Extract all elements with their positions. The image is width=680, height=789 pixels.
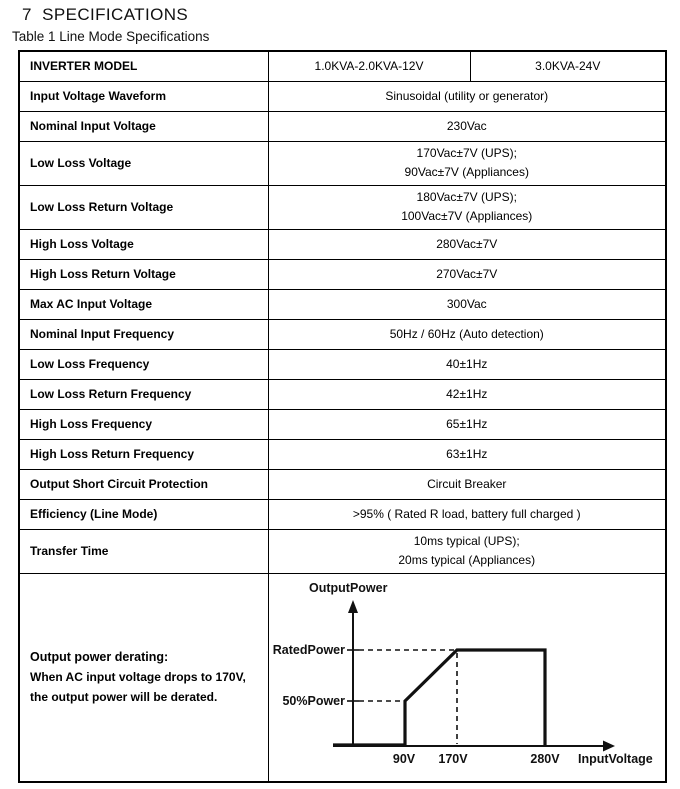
x-tick-280v: 280V bbox=[529, 751, 560, 766]
spec-value: Sinusoidal (utility or generator) bbox=[268, 81, 666, 111]
fifty-percent-label: 50%Power bbox=[281, 693, 345, 708]
spec-label: High Loss Frequency bbox=[19, 409, 268, 439]
derating-chart bbox=[269, 574, 666, 781]
x-axis-arrow-icon bbox=[603, 740, 615, 751]
y-axis-title: OutputPower bbox=[308, 580, 387, 595]
spec-label: Efficiency (Line Mode) bbox=[19, 499, 268, 529]
header-model-1: 1.0KVA-2.0KVA-12V bbox=[268, 51, 470, 81]
table-row bbox=[19, 379, 666, 409]
derating-text-line2: the output power will be derated. bbox=[30, 690, 218, 705]
spec-value: 270Vac±7V bbox=[268, 259, 666, 289]
table-row bbox=[19, 289, 666, 319]
table-row bbox=[19, 319, 666, 349]
spec-label: Max AC Input Voltage bbox=[19, 289, 268, 319]
y-axis-arrow-icon bbox=[348, 600, 358, 613]
spec-label: Input Voltage Waveform bbox=[19, 81, 268, 111]
derating-curve bbox=[333, 650, 545, 745]
spec-label: Low Loss Return Voltage bbox=[19, 185, 268, 229]
table-row bbox=[19, 51, 666, 81]
spec-label: Nominal Input Voltage bbox=[19, 111, 268, 141]
spec-label: High Loss Return Frequency bbox=[19, 439, 268, 469]
header-inverter-model: INVERTER MODEL bbox=[19, 51, 268, 81]
spec-value: 300Vac bbox=[268, 289, 666, 319]
table-row bbox=[19, 81, 666, 111]
spec-label: High Loss Return Voltage bbox=[19, 259, 268, 289]
header-model-2: 3.0KVA-24V bbox=[470, 51, 666, 81]
spec-label: Low Loss Frequency bbox=[19, 349, 268, 379]
spec-value: 180Vac±7V (UPS); 100Vac±7V (Appliances) bbox=[268, 185, 666, 229]
spec-value: 230Vac bbox=[268, 111, 666, 141]
table-row bbox=[19, 439, 666, 469]
spec-label: Output Short Circuit Protection bbox=[19, 469, 268, 499]
spec-value: 42±1Hz bbox=[268, 379, 666, 409]
table-row bbox=[19, 185, 666, 229]
table-row bbox=[19, 229, 666, 259]
spec-label: Nominal Input Frequency bbox=[19, 319, 268, 349]
spec-value: 40±1Hz bbox=[268, 349, 666, 379]
table-row bbox=[19, 469, 666, 499]
table-caption: Table 1 Line Mode Specifications bbox=[12, 29, 210, 44]
table-row bbox=[19, 499, 666, 529]
derating-description bbox=[19, 573, 268, 782]
spec-label: Transfer Time bbox=[19, 529, 268, 573]
table-row bbox=[19, 349, 666, 379]
spec-value: 170Vac±7V (UPS); 90Vac±7V (Appliances) bbox=[268, 141, 666, 185]
derating-chart-cell bbox=[268, 573, 666, 782]
spec-value: 50Hz / 60Hz (Auto detection) bbox=[268, 319, 666, 349]
derating-chart-svg bbox=[269, 574, 665, 781]
section-heading: 7 SPECIFICATIONS bbox=[22, 5, 189, 24]
table-row bbox=[19, 141, 666, 185]
derating-text-line1: When AC input voltage drops to 170V, bbox=[30, 670, 246, 685]
table-row bbox=[19, 259, 666, 289]
x-axis-title: InputVoltage bbox=[577, 751, 653, 766]
line-mode-specifications-table bbox=[18, 50, 667, 783]
spec-value: 65±1Hz bbox=[268, 409, 666, 439]
derating-title: Output power derating: bbox=[30, 650, 169, 665]
spec-value: 10ms typical (UPS); 20ms typical (Appliances) bbox=[268, 529, 666, 573]
spec-label: High Loss Voltage bbox=[19, 229, 268, 259]
spec-value: Circuit Breaker bbox=[268, 469, 666, 499]
rated-power-label: RatedPower bbox=[272, 642, 345, 657]
spec-label: Low Loss Voltage bbox=[19, 141, 268, 185]
table-row bbox=[19, 529, 666, 573]
spec-value: 63±1Hz bbox=[268, 439, 666, 469]
table-row bbox=[19, 111, 666, 141]
table-row-derating bbox=[19, 573, 666, 782]
spec-value: >95% ( Rated R load, battery full charged ) bbox=[268, 499, 666, 529]
table-row bbox=[19, 409, 666, 439]
spec-label: Low Loss Return Frequency bbox=[19, 379, 268, 409]
x-tick-170v: 170V bbox=[437, 751, 468, 766]
x-tick-90v: 90V bbox=[392, 751, 415, 766]
spec-value: 280Vac±7V bbox=[268, 229, 666, 259]
